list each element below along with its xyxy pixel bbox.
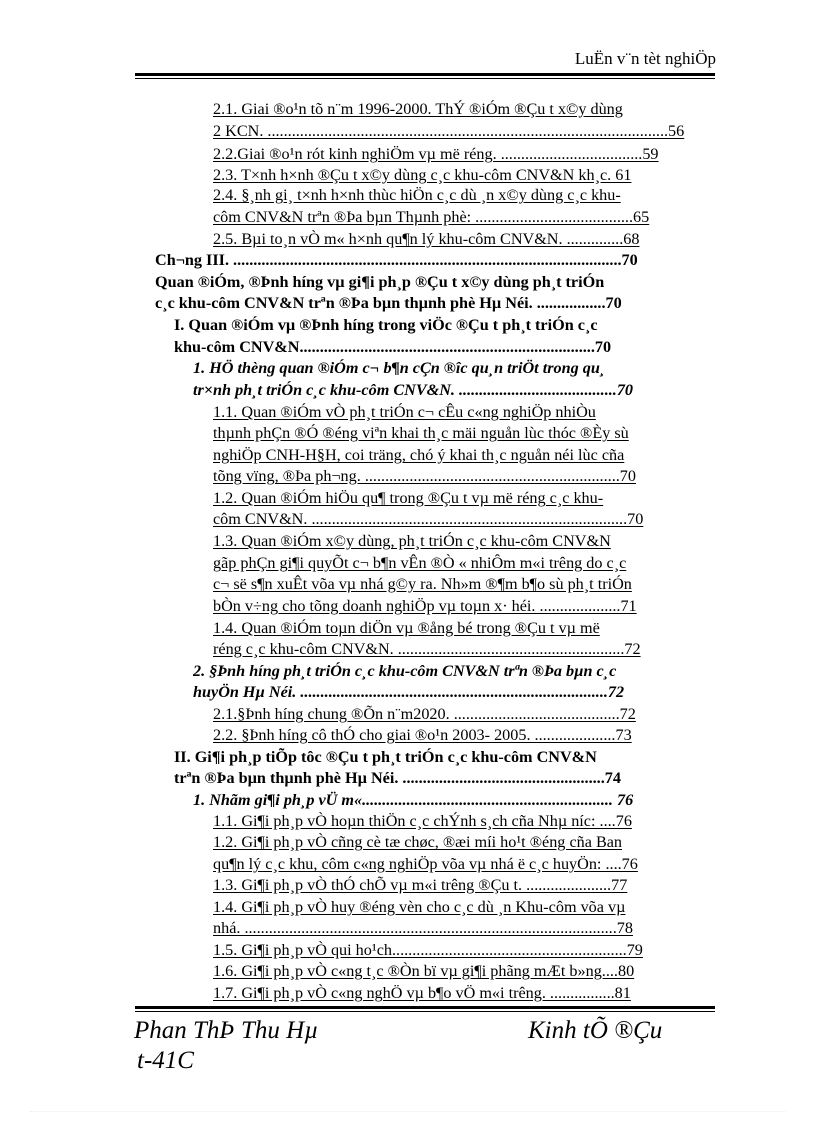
toc-entry: huyÖn Hµ Néi. ............................................................................72: [193, 683, 625, 701]
toc-entry: 1.3. Gi¶i ph¸p vÒ thÓ chÕ vµ m«i trêng ®Çu t. .....................77: [213, 876, 628, 894]
toc-entry: 2.3. T×nh h×nh ®Çu t x©y dùng c¸c khu-côm CNV&N kh¸c. 61: [213, 166, 632, 184]
toc-entry: II. Gi¶i ph¸p tiÕp tôc ®Çu t ph¸t triÓn c¸c khu-côm CNV&N: [174, 748, 597, 766]
toc-entry: 2 KCN. ...................................................................................................56: [213, 122, 685, 140]
footer-rule-thick: [135, 1006, 715, 1009]
toc-entry: 1.2. Quan ®iÓm hiÖu qu¶ trong ®Çu t vµ më réng c¸c khu-: [213, 489, 604, 507]
toc-entry: trªn ®Þa bµn thµnh phè Hµ Néi. ..................................................74: [174, 769, 621, 787]
toc-entry: thµnh phÇn ®Ó ®éng viªn khai th¸c mäi nguån lùc thóc ®Èy sù: [213, 424, 629, 442]
toc-entry: 1.4. Quan ®iÓm toµn diÖn vµ ®ång bé trong ®Çu t vµ më: [213, 619, 600, 637]
header-rule-thick: [135, 73, 715, 76]
toc-entry: 1.4. Gi¶i ph¸p vÒ huy ®éng vèn cho c¸c dù ¸n Khu-côm võa vµ: [213, 898, 626, 916]
toc-entry: 2.2. §Þnh híng cô thÓ cho giai ®o¹n 2003- 2005. ....................73: [213, 726, 632, 744]
toc-entry: qu¶n lý c¸c khu, côm c«ng nghiÖp võa vµ nhá ë c¸c huyÖn: ....76: [213, 855, 638, 873]
toc-entry: 2.4. §¸nh gi¸ t×nh h×nh thùc hiÖn c¸c dù ¸n x©y dùng c¸c khu-: [213, 186, 621, 204]
toc-entry: tr×nh ph¸t triÓn c¸c khu-côm CNV&N. .......................................70: [193, 381, 634, 399]
toc-entry: 1.6. Gi¶i ph¸p vÒ c«ng t¸c ®Òn bï vµ gi¶i phãng mÆt b»ng....80: [213, 962, 635, 980]
toc-entry: 1.1. Quan ®iÓm vÒ ph¸t triÓn c¬ cÊu c«ng nghiÖp nhiÒu: [213, 403, 596, 421]
toc-entry: 2.1.§Þnh híng chung ®Õn n¨m2020. .........................................72: [213, 705, 636, 723]
toc-entry: khu-côm CNV&N.........................................................................70: [174, 338, 612, 356]
toc-entry: c¬ së s¶n xuÊt võa vµ nhá g©y ra. Nh»m ®¶m b¶o sù ph¸t triÓn: [213, 575, 632, 593]
toc-entry: 1.5. Gi¶i ph¸p vÒ qui ho¹ch..........................................................79: [213, 941, 643, 959]
toc-entry: 1. Nhãm gi¶i ph¸p vÜ m«.............................................................. 76: [193, 791, 634, 809]
toc-entry: gãp phÇn gi¶i quyÕt c¬ b¶n vÊn ®Ò « nhiÔm m«i trêng do c¸c: [213, 554, 627, 572]
toc-entry: Quan ®iÓm, ®Þnh híng vµ gi¶i ph¸p ®Çu t x©y dùng ph¸t triÓn: [155, 273, 605, 291]
toc-entry: 2. §Þnh híng ph¸t triÓn c¸c khu-côm CNV&N trªn ®Þa bµn c¸c: [193, 662, 617, 680]
toc-entry: tõng vïng, ®Þa ph¬ng. ...............................................................70: [213, 467, 636, 485]
toc-entry: 1.2. Gi¶i ph¸p vÒ cñng cè tæ chøc, ®æi míi ho¹t ®éng cña Ban: [213, 833, 623, 851]
toc-entry: 2.1. Giai ®o¹n tõ n¨m 1996-2000. ThÝ ®iÓm ®Çu t x©y dùng: [213, 100, 623, 118]
toc-entry: 1.3. Quan ®iÓm x©y dùng, ph¸t triÓn c¸c khu-côm CNV&N: [213, 532, 611, 550]
footer-author: Phan ThÞ Thu Hµ: [134, 1017, 319, 1044]
page-edge: [30, 1111, 786, 1113]
toc-entry: nghiÖp CNH-H§H, coi träng, chó ý khai th¸c nguån néi lùc cña: [213, 446, 625, 464]
toc-entry: 1.7. Gi¶i ph¸p vÒ c«ng nghÖ vµ b¶o vÖ m«i trêng. ................81: [213, 984, 631, 1002]
toc-entry: Ch¬ng III. ................................................................................................70: [155, 251, 638, 269]
footer-rule-thin: [135, 1011, 715, 1012]
toc-entry: réng c¸c khu-côm CNV&N. ........................................................72: [213, 640, 641, 658]
toc-entry: 2.2.Giai ®o¹n rót kinh nghiÖm vµ më réng. ...................................59: [213, 145, 659, 163]
toc-entry: 1. HÖ thèng quan ®iÓm c¬ b¶n cÇn ®îc qu¸n triÖt trong qu¸: [193, 359, 606, 377]
toc-entry: nhá. ............................................................................................78: [213, 919, 633, 937]
toc-entry: côm CNV&N trªn ®Þa bµn Thµnh phè: .......................................65: [213, 208, 650, 226]
footer-class: t-41C: [137, 1047, 194, 1074]
toc-entry: I. Quan ®iÓm vµ ®Þnh híng trong viÖc ®Çu t ph¸t triÓn c¸c: [174, 316, 598, 334]
toc-entry: côm CNV&N. ..............................................................................70: [213, 510, 644, 528]
footer-department: Kinh tÕ ®Çu: [528, 1017, 663, 1044]
page-header-title: LuËn v¨n tèt nghiÖp: [574, 49, 716, 68]
toc-entry: c¸c khu-côm CNV&N trªn ®Þa bµn thµnh phè Hµ Néi. .................70: [155, 294, 622, 312]
header-rule-thin: [135, 78, 715, 79]
toc-entry: 1.1. Gi¶i ph¸p vÒ hoµn thiÖn c¸c chÝnh s¸ch cña Nhµ níc: ....76: [213, 812, 632, 830]
toc-entry: bÒn v÷ng cho tõng doanh nghiÖp vµ toµn x· héi. ....................71: [213, 597, 637, 615]
toc-entry: 2.5. Bµi to¸n vÒ m« h×nh qu¶n lý khu-côm CNV&N. ..............68: [213, 230, 640, 248]
